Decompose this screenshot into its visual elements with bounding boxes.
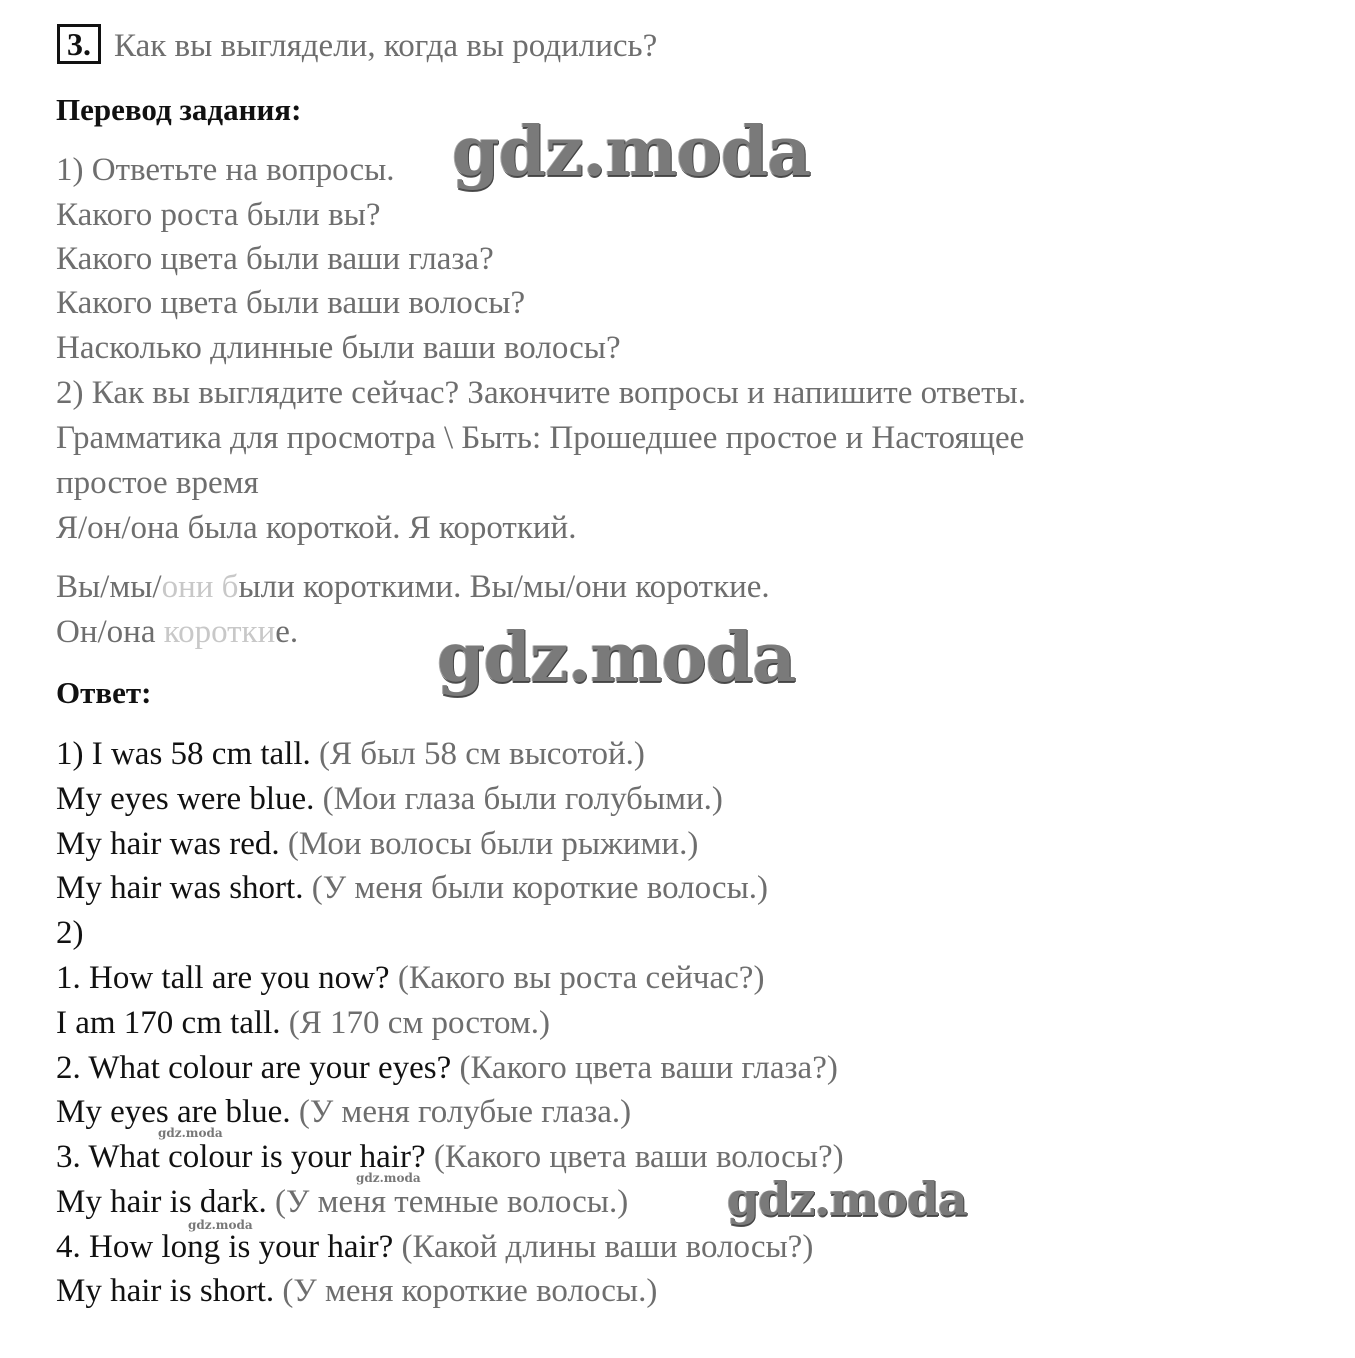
watermark-logo: gdz.moda — [452, 112, 811, 192]
translation-line-he — [56, 612, 298, 652]
text-segment: Он/она — [56, 614, 164, 650]
answer-translation: (Какого цвета ваши волосы?) — [433, 1139, 844, 1175]
task-title: Как вы выглядели, когда вы родились? — [114, 28, 658, 64]
answer-english: My eyes were blue. — [56, 781, 323, 817]
answer-translation: (У меня короткие волосы.) — [282, 1273, 658, 1309]
text-segment: е. — [275, 614, 299, 650]
answer-english: 1) I was 58 cm tall. — [56, 736, 320, 772]
watermark-small: gdz.moda — [158, 1126, 223, 1140]
translation-line-we — [56, 567, 770, 607]
answer-translation: (Мои глаза были голубыми.) — [322, 781, 723, 817]
answer-translation: (Я был 58 см высотой.) — [319, 736, 645, 772]
answer-line — [56, 1227, 813, 1267]
answer-line — [56, 1048, 838, 1088]
translation-line: Какого цвета были ваши волосы? — [56, 285, 526, 321]
translation-line: простое время — [56, 465, 259, 501]
answer-english: 2. What colour are your eyes? — [56, 1050, 460, 1086]
answer-english: I am 170 cm tall. — [56, 1005, 289, 1041]
answer-heading: Ответ: — [56, 675, 152, 710]
translation-line: Насколько длинные были ваши волосы? — [56, 330, 621, 366]
translation-line: 2) Как вы выглядите сейчас? Закончите вопросы и напишите ответы. — [56, 375, 1026, 411]
answer-line — [56, 779, 723, 819]
answer-line — [56, 1003, 550, 1043]
translation-line: Какого роста были вы? — [56, 197, 381, 233]
answer-translation: (У меня голубые глаза.) — [298, 1094, 632, 1130]
answer-translation: (Мои волосы были рыжими.) — [287, 826, 699, 862]
answer-english: My hair was red. — [56, 826, 288, 862]
answer-english: My hair is short. — [56, 1273, 283, 1309]
faded-text-segment: коротки — [163, 614, 276, 650]
answer-translation: (У меня темные волосы.) — [275, 1184, 629, 1220]
watermark-logo: gdz.moda — [437, 618, 796, 698]
answer-translation: (Я 170 см ростом.) — [288, 1005, 551, 1041]
answer-english: 4. How long is your hair? — [56, 1229, 402, 1265]
text-segment: Вы/мы/ — [56, 569, 162, 605]
answer-english: 2) — [56, 915, 84, 951]
watermark-small: gdz.moda — [188, 1218, 253, 1232]
translation-heading: Перевод задания: — [56, 92, 302, 127]
watermark-logo: gdz.moda — [727, 1172, 967, 1226]
watermark-small: gdz.moda — [356, 1171, 421, 1185]
answer-translation: (Какой длины ваши волосы?) — [401, 1229, 814, 1265]
task-number-box: 3. — [57, 24, 101, 64]
answer-line — [56, 868, 768, 908]
translation-line: Я/он/она была короткой. Я короткий. — [56, 510, 577, 546]
answer-english: My eyes are blue. — [56, 1094, 299, 1130]
answer-line — [56, 1271, 657, 1311]
translation-line: Грамматика для просмотра \ Быть: Прошедшее простое и Настоящее — [56, 420, 1025, 456]
answer-line — [56, 1182, 628, 1222]
answer-english: My hair was short. — [56, 870, 312, 906]
translation-line: Какого цвета были ваши глаза? — [56, 241, 494, 277]
answer-line — [56, 1092, 631, 1132]
answer-translation: (У меня были короткие волосы.) — [311, 870, 768, 906]
answer-line — [56, 824, 698, 864]
faded-text-segment: они б — [161, 569, 239, 605]
answer-english: My hair is dark. — [56, 1184, 276, 1220]
translation-line: 1) Ответьте на вопросы. — [56, 152, 395, 188]
answer-line — [56, 958, 764, 998]
answer-translation: (Какого вы роста сейчас?) — [397, 960, 765, 996]
answer-english: 3. What colour is your hair? — [56, 1139, 434, 1175]
answer-english: 1. How tall are you now? — [56, 960, 398, 996]
answer-line — [56, 734, 645, 774]
text-segment: ыли короткими. Вы/мы/они короткие. — [238, 569, 770, 605]
answer-line — [56, 913, 84, 953]
answer-translation: (Какого цвета ваши глаза?) — [459, 1050, 838, 1086]
answer-line — [56, 1137, 844, 1177]
